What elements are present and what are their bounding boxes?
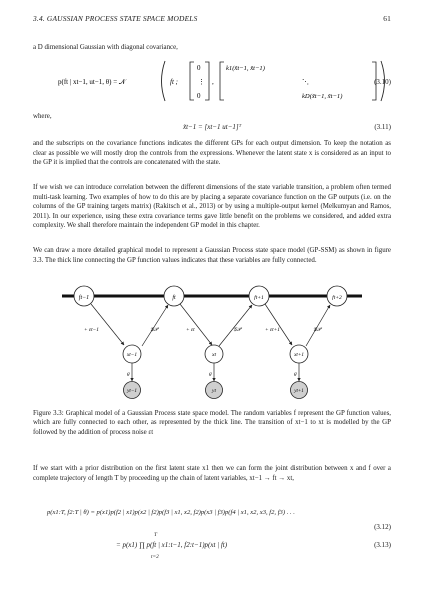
equation-3-12	[33, 509, 391, 533]
emission-label-2: g	[209, 371, 212, 377]
eq311-body: x̃t−1 = [xt−1 ut−1]ᵀ	[183, 123, 242, 131]
eq310-mean-top: 0	[197, 64, 201, 72]
eq312-number: (3.12)	[374, 523, 391, 531]
eq312-body: p(x1:T, f2:T | θ) = p(x1)p(f2 | x1)p(x2 | f2)p(f3 | x1, x2, f2)p(x3 | f3)p(f4 | x1, x2, x3, f2, f3) . . .	[47, 509, 295, 516]
figure-caption: Figure 3.3: Graphical model of a Gaussian Process state space model. The random variables f represent the GP function values, which are fully connected to each other, as represented by the thick line. The transition of xt−1 to xt is modelled by the GP followed by the addition of process noise εt	[33, 410, 391, 436]
edge-label-gp-2: 𝒢𝒫	[233, 327, 241, 333]
edge-label-eps-t-minus-1: + εt−1	[84, 327, 99, 333]
label-x-t-minus-1: xt−1	[126, 352, 138, 358]
edge-label-gp-3: 𝒢𝒫	[313, 327, 321, 333]
eq310-number: (3.10)	[374, 78, 391, 86]
label-f-t-plus-1: ft+1	[254, 295, 264, 301]
label-y-t-minus-1: yt−1	[127, 388, 137, 394]
eq311-number: (3.11)	[374, 123, 391, 131]
edge-label-eps-t-plus-1: + εt+1	[265, 327, 280, 333]
emission-label-1: g	[127, 371, 130, 377]
label-f-t-plus-2: ft+2	[332, 295, 342, 301]
eq310-mean-mid: ⋮	[198, 78, 205, 86]
paragraph-joint-distribution: If we start with a prior distribution on the first latent state x1 then we can form the joint distribution between x and f over a complete trajectory of length T by proceeding up the chain of latent variables, xt−1 → ft → xt,	[33, 465, 391, 482]
node-y-t-minus-1	[124, 382, 141, 399]
paragraph-graphical-model: We can draw a more detailed graphical model to represent a Gaussian Process state space model (GP-SSM) as shown in figure 3.3. The thick line connecting the GP function values indicates that these variables are fully connected.	[33, 247, 391, 264]
label-x-t-plus-1: xt+1	[294, 352, 304, 358]
eq313-prod-bot: t=2	[151, 554, 159, 560]
gpssm-graphical-model-figure	[62, 281, 362, 399]
paragraph-subscripts: and the subscripts on the covariance functions indicates the different GPs for each output dimension. To keep the notation as clear as possible we will mostly drop the controls from the expressions. Whenever the latent state x is considered as an input to the GP it is implied that the controls are concatenated with the state.	[33, 140, 391, 167]
label-f-t-minus-1: ft−1	[78, 295, 90, 301]
node-y-t	[206, 382, 223, 399]
page-number: 61	[383, 14, 391, 23]
eq310-lhs: p(ft | xt−1, ut−1, θ) = 𝒩	[58, 78, 126, 86]
paragraph-intro: a D dimensional Gaussian with diagonal covariance,	[33, 44, 178, 51]
equation-3-10-body	[58, 58, 388, 104]
equation-3-13	[33, 532, 391, 564]
node-x-t-minus-1	[123, 345, 141, 363]
label-x-t: xt	[211, 352, 217, 358]
node-x-t-plus-1	[290, 345, 308, 363]
node-f-t-plus-1	[249, 286, 269, 306]
eq310-k-mid: ⋱	[302, 78, 309, 86]
edge-label-eps-t: + εt	[186, 327, 195, 333]
eq310-k-top: k1(x̃t−1, x̃t−1)	[226, 65, 265, 72]
eq310-k-bot: kD(x̃t−1, x̃t−1)	[302, 93, 343, 100]
node-y-t-plus-1	[291, 382, 308, 399]
section-title: 3.4. GAUSSIAN PROCESS STATE SPACE MODELS	[33, 14, 198, 23]
edge-label-gp-1: 𝒢𝒫	[150, 327, 158, 333]
svg-text:,: ,	[212, 78, 214, 86]
paragraph-multitask: If we wish we can introduce correlation between the different dimensions of the state variable transition, a problem often termed multi-task learning. Two examples of how to do this are by placing a separate covariance function on the GP outputs (i.e. on the columns of the GP training targets matrix) (Rakitsch et al., 2013) or by using a multiple-output kernel (Melkumyan and Ramos, 2011). In our experience, using these extra covariance terms gave little benefit on the problems we considered, and added extra complexity. We shall therefore maintain the independent GP model in this chapter.	[33, 184, 391, 230]
equation-3-10	[33, 58, 391, 104]
label-y-t: yt	[212, 388, 216, 394]
eq313-body: = p(x1) ∏ p(ft | x1:t−1, f2:t−1)p(xt | ft)	[116, 541, 228, 549]
paragraph-where: where,	[33, 113, 52, 120]
node-f-t	[164, 286, 184, 306]
equation-3-11	[33, 123, 391, 135]
node-f-t-minus-1	[74, 286, 94, 306]
eq313-number: (3.13)	[374, 541, 391, 549]
node-x-t	[205, 345, 223, 363]
node-f-t-plus-2	[327, 286, 347, 306]
eq310-mean-bot: 0	[197, 92, 201, 100]
eq310-arg: ft ;	[170, 78, 178, 86]
label-y-t-plus-1: yt+1	[294, 389, 304, 394]
running-header	[33, 14, 391, 26]
emission-label-3: g	[294, 371, 297, 377]
eq313-prod-top: T	[154, 532, 157, 538]
label-f-t: ft	[172, 295, 176, 301]
